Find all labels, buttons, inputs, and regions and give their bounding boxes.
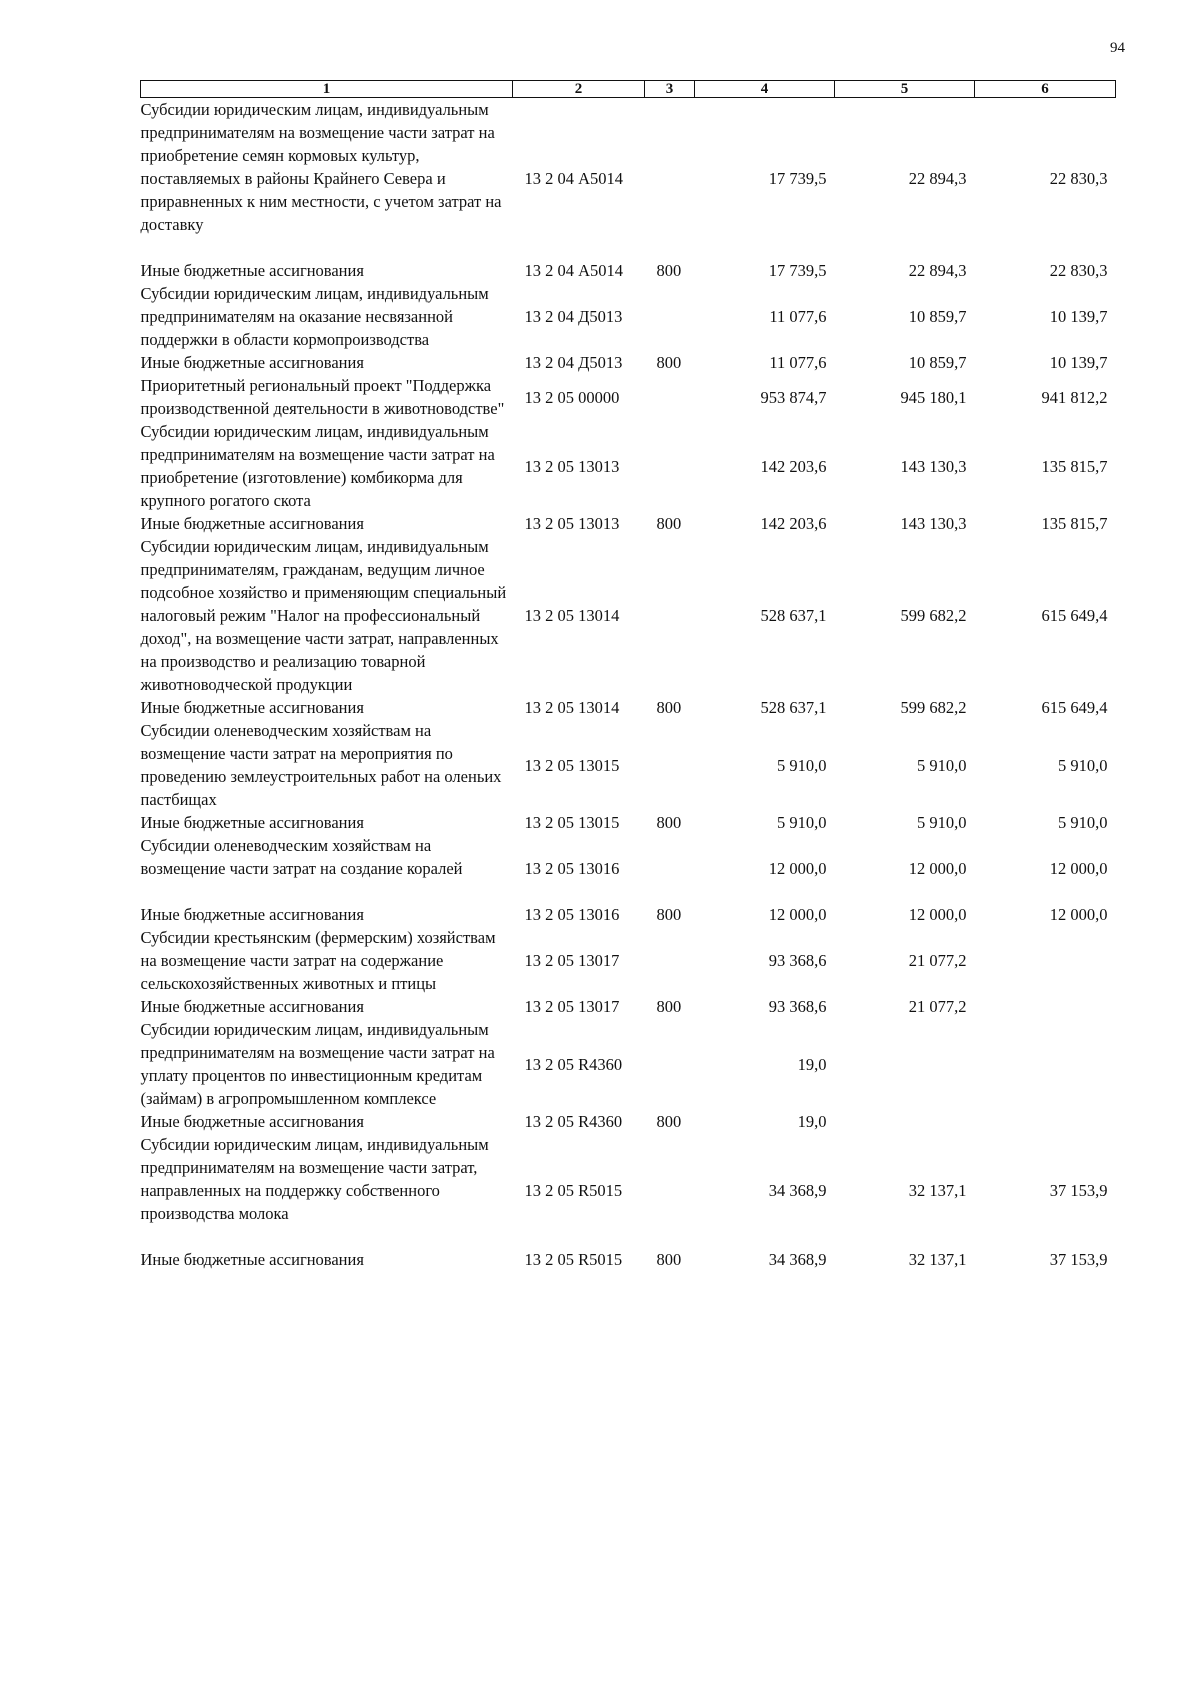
table-row xyxy=(141,903,1116,926)
row-code: 13 2 05 13013 xyxy=(524,514,620,533)
row-name: Субсидии оленеводческим хозяйствам на возмещение части затрат на создание коралей xyxy=(140,836,463,878)
row-expense-type xyxy=(645,98,695,260)
row-value-col6 xyxy=(975,1110,1116,1133)
row-name: Иные бюджетные ассигнования xyxy=(140,698,364,717)
table-row xyxy=(141,1018,1116,1110)
row-name: Иные бюджетные ассигнования xyxy=(140,353,364,372)
row-expense-type: 800 xyxy=(656,1250,682,1269)
row-value-col6: 5 910,0 xyxy=(1058,755,1108,775)
table-row xyxy=(141,374,1116,420)
row-name: Иные бюджетные ассигнования xyxy=(140,514,364,533)
row-value-col6: 22 830,3 xyxy=(1049,261,1108,280)
row-name: Иные бюджетные ассигнования xyxy=(140,1250,364,1269)
header-col-6: 6 xyxy=(975,81,1116,98)
row-code: 13 2 05 13014 xyxy=(524,698,620,717)
row-code: 13 2 05 13017 xyxy=(524,997,620,1016)
header-col-5: 5 xyxy=(835,81,975,98)
row-code: 13 2 05 13015 xyxy=(524,755,620,775)
row-value-col5: 21 077,2 xyxy=(908,997,967,1016)
row-value-col5: 599 682,2 xyxy=(900,698,967,717)
row-code: 13 2 05 13013 xyxy=(524,456,620,476)
header-row xyxy=(141,81,1116,98)
row-code: 13 2 05 13016 xyxy=(524,905,620,924)
row-value-col6: 37 153,9 xyxy=(1049,1250,1108,1269)
row-value-col5: 32 137,1 xyxy=(908,1181,967,1200)
row-expense-type: 800 xyxy=(656,1112,682,1131)
row-expense-type xyxy=(645,420,695,512)
row-code: 13 2 05 R4360 xyxy=(524,1112,623,1131)
table-row xyxy=(141,259,1116,282)
row-name: Субсидии крестьянским (фермерским) хозяйствам на возмещение части затрат на содержание сельскохозяйственных животных и птицы xyxy=(140,928,496,993)
budget-table xyxy=(140,80,1116,1271)
table-row xyxy=(141,719,1116,811)
row-expense-type: 800 xyxy=(656,813,682,832)
row-value-col5: 10 859,7 xyxy=(908,307,967,326)
row-value-col6: 615 649,4 xyxy=(1041,698,1108,717)
row-code: 13 2 05 13017 xyxy=(524,951,620,970)
row-value-col5: 143 130,3 xyxy=(900,456,967,476)
row-value-col6 xyxy=(975,926,1116,995)
row-value-col5: 945 180,1 xyxy=(900,387,967,407)
row-value-col4: 142 203,6 xyxy=(760,514,827,533)
row-value-col5: 5 910,0 xyxy=(917,813,967,832)
row-code: 13 2 04 А5014 xyxy=(524,261,624,280)
row-code: 13 2 05 R4360 xyxy=(524,1054,623,1074)
row-value-col4: 12 000,0 xyxy=(768,905,827,924)
row-name: Субсидии юридическим лицам, индивидуальным предпринимателям на возмещение части затрат на уплату процентов по инвестиционным кредитам (займам) в агропромышленном комплексе xyxy=(140,1020,495,1108)
row-expense-type xyxy=(645,926,695,995)
table-row xyxy=(141,535,1116,696)
row-value-col5: 22 894,3 xyxy=(908,261,967,280)
row-value-col5: 12 000,0 xyxy=(908,859,967,878)
table-header xyxy=(141,81,1116,98)
table-row xyxy=(141,1133,1116,1248)
header-col-4: 4 xyxy=(695,81,835,98)
row-value-col4: 17 739,5 xyxy=(768,261,827,280)
row-code: 13 2 05 R5015 xyxy=(524,1181,623,1200)
row-value-col5: 10 859,7 xyxy=(908,353,967,372)
row-value-col6: 12 000,0 xyxy=(1049,859,1108,878)
row-expense-type xyxy=(645,834,695,903)
row-value-col6: 5 910,0 xyxy=(1058,813,1108,832)
table-row xyxy=(141,1110,1116,1133)
row-value-col4: 12 000,0 xyxy=(768,859,827,878)
row-value-col6: 615 649,4 xyxy=(1041,606,1108,625)
row-expense-type xyxy=(645,1133,695,1248)
row-value-col4: 19,0 xyxy=(797,1112,827,1131)
row-value-col5: 22 894,3 xyxy=(908,169,967,188)
row-name: Иные бюджетные ассигнования xyxy=(140,905,364,924)
row-value-col6: 941 812,2 xyxy=(1041,387,1108,407)
row-value-col5: 32 137,1 xyxy=(908,1250,967,1269)
row-value-col4: 19,0 xyxy=(797,1054,827,1074)
row-value-col6: 135 815,7 xyxy=(1041,514,1108,533)
row-name: Иные бюджетные ассигнования xyxy=(140,1112,364,1131)
row-code: 13 2 05 R5015 xyxy=(524,1250,623,1269)
row-value-col4: 17 739,5 xyxy=(768,169,827,188)
row-name: Субсидии юридическим лицам, индивидуальным предпринимателям на возмещение части затрат на приобретение семян кормовых культур, поставляемых в районы Крайнего Севера и приравненных к ним местности, с учетом затрат на доставку xyxy=(140,100,502,234)
row-name: Субсидии юридическим лицам, индивидуальным предпринимателям на возмещение части затрат, направленных на поддержку собственного производства молока xyxy=(140,1135,489,1223)
table-row xyxy=(141,98,1116,260)
row-value-col6: 10 139,7 xyxy=(1049,353,1108,372)
header-col-2: 2 xyxy=(513,81,645,98)
row-name: Иные бюджетные ассигнования xyxy=(140,997,364,1016)
row-code: 13 2 05 13015 xyxy=(524,813,620,832)
table-row xyxy=(141,696,1116,719)
header-col-3: 3 xyxy=(645,81,695,98)
row-value-col5: 5 910,0 xyxy=(917,755,967,775)
row-name: Субсидии оленеводческим хозяйствам на возмещение части затрат на мероприятия по проведению землеустроительных работ на оленьих пастбищах xyxy=(140,721,502,809)
row-expense-type xyxy=(645,1018,695,1110)
row-value-col4: 34 368,9 xyxy=(768,1181,827,1200)
row-name: Иные бюджетные ассигнования xyxy=(140,261,364,280)
row-value-col6: 135 815,7 xyxy=(1041,456,1108,476)
page-number: 94 xyxy=(1110,40,1125,56)
row-name: Иные бюджетные ассигнования xyxy=(140,813,364,832)
row-value-col6 xyxy=(975,1018,1116,1110)
row-expense-type xyxy=(645,282,695,351)
row-expense-type xyxy=(645,374,695,420)
table-body xyxy=(141,98,1116,1272)
row-expense-type: 800 xyxy=(656,353,682,372)
row-expense-type: 800 xyxy=(656,997,682,1016)
row-value-col5: 143 130,3 xyxy=(900,514,967,533)
row-value-col4: 142 203,6 xyxy=(760,456,827,476)
row-value-col5: 599 682,2 xyxy=(900,606,967,625)
table-row xyxy=(141,282,1116,351)
table-row xyxy=(141,420,1116,512)
header-col-1: 1 xyxy=(141,81,513,98)
row-expense-type: 800 xyxy=(656,698,682,717)
row-name: Субсидии юридическим лицам, индивидуальным предпринимателям на оказание несвязанной поддержки в области кормопроизводства xyxy=(140,284,489,349)
row-expense-type: 800 xyxy=(656,514,682,533)
row-code: 13 2 04 Д5013 xyxy=(524,307,623,326)
row-value-col4: 93 368,6 xyxy=(768,951,827,970)
row-value-col4: 5 910,0 xyxy=(777,813,827,832)
row-value-col4: 953 874,7 xyxy=(760,387,827,407)
row-value-col4: 5 910,0 xyxy=(777,755,827,775)
table-row xyxy=(141,1248,1116,1271)
row-expense-type: 800 xyxy=(656,261,682,280)
row-code: 13 2 05 13014 xyxy=(524,606,620,625)
row-value-col5: 21 077,2 xyxy=(908,951,967,970)
row-value-col4: 528 637,1 xyxy=(760,698,827,717)
row-code: 13 2 04 Д5013 xyxy=(524,353,623,372)
row-value-col6: 10 139,7 xyxy=(1049,307,1108,326)
row-value-col4: 34 368,9 xyxy=(768,1250,827,1269)
row-value-col5 xyxy=(835,1018,975,1110)
row-expense-type xyxy=(645,719,695,811)
table-row xyxy=(141,834,1116,903)
table-row xyxy=(141,512,1116,535)
table-row xyxy=(141,995,1116,1018)
row-value-col4: 11 077,6 xyxy=(769,353,827,372)
row-expense-type xyxy=(645,535,695,696)
row-value-col6: 22 830,3 xyxy=(1049,169,1108,188)
row-value-col6 xyxy=(975,995,1116,1018)
row-value-col6: 12 000,0 xyxy=(1049,905,1108,924)
row-expense-type: 800 xyxy=(656,905,682,924)
row-name: Субсидии юридическим лицам, индивидуальным предпринимателям, гражданам, ведущим личное подсобное хозяйство и применяющим специальный налоговый режим "Налог на профессиональный доход", на возмещение части затрат, направленных на производство и реализацию товарной животноводческой продукции xyxy=(140,537,507,694)
row-code: 13 2 04 А5014 xyxy=(524,169,624,188)
row-value-col4: 528 637,1 xyxy=(760,606,827,625)
row-value-col5 xyxy=(835,1110,975,1133)
row-name: Субсидии юридическим лицам, индивидуальным предпринимателям на возмещение части затрат на приобретение (изготовление) комбикорма для крупного рогатого скота xyxy=(140,422,495,510)
row-value-col5: 12 000,0 xyxy=(908,905,967,924)
table-row xyxy=(141,926,1116,995)
row-value-col4: 11 077,6 xyxy=(769,307,827,326)
row-code: 13 2 05 00000 xyxy=(524,387,620,407)
row-code: 13 2 05 13016 xyxy=(524,859,620,878)
table-row xyxy=(141,811,1116,834)
table-row xyxy=(141,351,1116,374)
row-value-col6: 37 153,9 xyxy=(1049,1181,1108,1200)
row-value-col4: 93 368,6 xyxy=(768,997,827,1016)
row-name: Приоритетный региональный проект "Поддержка производственной деятельности в животноводстве" xyxy=(140,376,505,418)
